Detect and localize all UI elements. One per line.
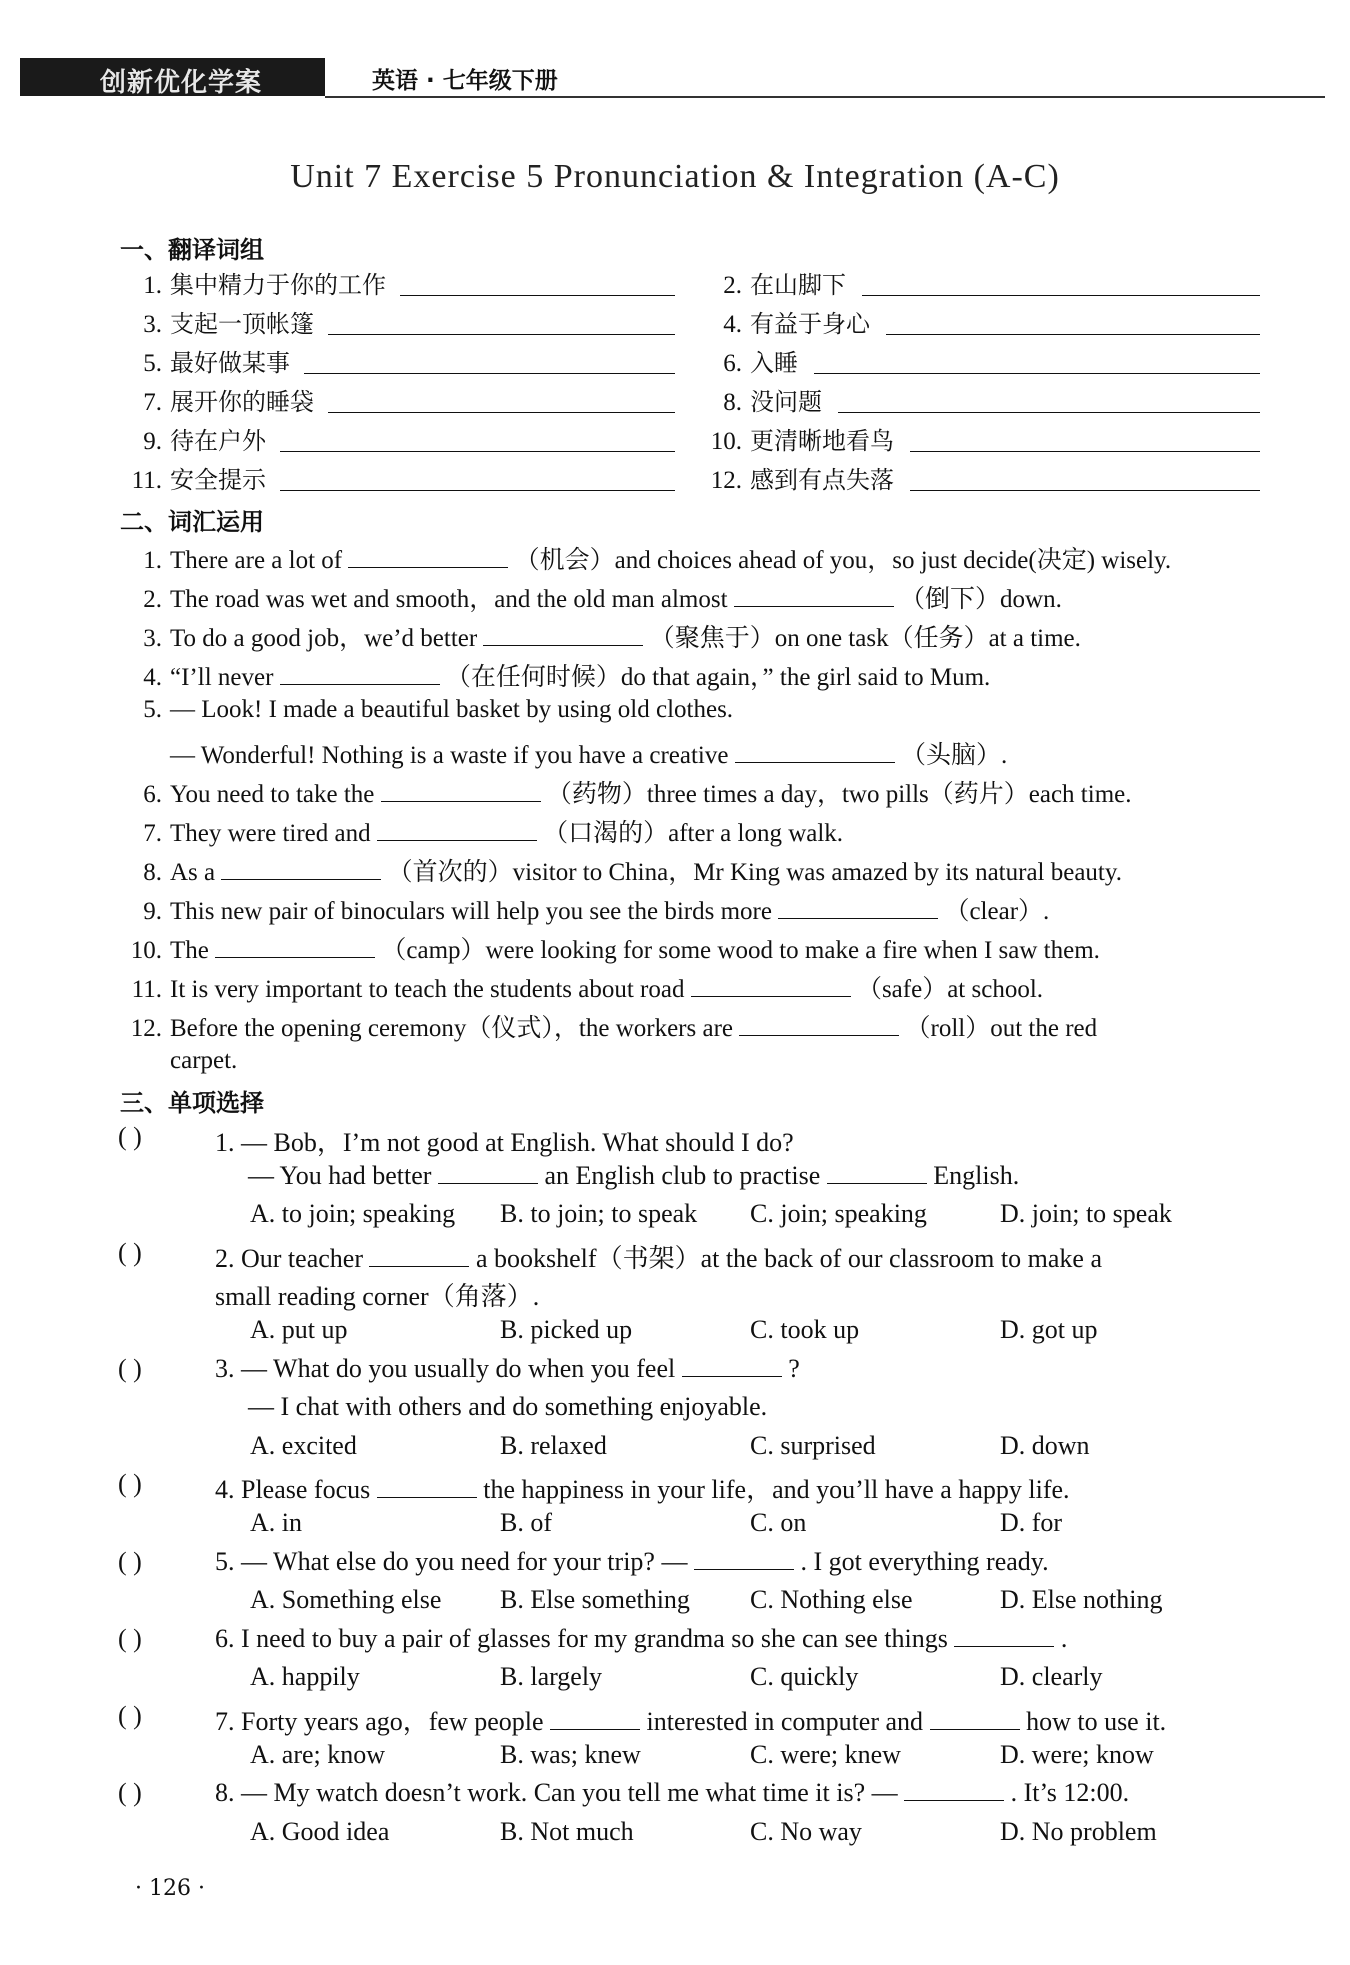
- translation-item: [700, 343, 798, 378]
- answer-bracket[interactable]: ( ): [118, 1122, 142, 1151]
- question-line: [215, 1354, 800, 1384]
- answer-blank[interactable]: [377, 818, 537, 841]
- answer-line[interactable]: [910, 451, 1260, 452]
- item-text: 入睡: [750, 349, 798, 377]
- translation-item: [120, 343, 290, 378]
- option-d[interactable]: D. were; know: [1000, 1739, 1154, 1769]
- question-text: 2. Our teacher: [215, 1243, 363, 1273]
- translation-item: [120, 382, 314, 417]
- item-number: 3.: [143, 311, 162, 338]
- question-text: . I got everything ready.: [800, 1546, 1049, 1576]
- item-text: Before the opening ceremony（仪式），the workers are: [170, 1015, 734, 1042]
- item-number: 10.: [710, 428, 742, 455]
- question-text: 6. I need to buy a pair of glasses for my grandma so she can see things: [215, 1623, 948, 1653]
- item-hint: （camp）were looking for some wood to make a fire when I saw them.: [381, 937, 1100, 964]
- option-d[interactable]: D. for: [1000, 1508, 1063, 1537]
- item-text: As a: [170, 859, 216, 886]
- question-text: 1. — Bob，I’m not good at English. What should I do?: [215, 1128, 794, 1157]
- item-number: 6.: [723, 350, 742, 377]
- option-c[interactable]: C. Nothing else: [750, 1585, 913, 1615]
- option-b[interactable]: B. Not much: [500, 1816, 634, 1846]
- answer-blank[interactable]: [438, 1161, 538, 1184]
- option-d[interactable]: D. join; to speak: [1000, 1199, 1172, 1229]
- question-text: 5. — What else do you need for your trip? —: [215, 1546, 688, 1576]
- item-number: 2.: [143, 586, 162, 613]
- answer-bracket[interactable]: ( ): [118, 1237, 142, 1267]
- question-line: [248, 1161, 1019, 1191]
- item-text: 集中精力于你的工作: [170, 271, 386, 299]
- translation-item: [120, 265, 386, 300]
- question-text: how to use it.: [1026, 1707, 1167, 1736]
- item-text: This new pair of binoculars will help you see the birds more: [170, 898, 772, 925]
- answer-bracket[interactable]: ( ): [118, 1469, 142, 1499]
- item-number: 10.: [130, 937, 162, 964]
- item-hint: （倒下）down.: [900, 586, 1062, 613]
- question-line: [215, 1778, 1129, 1808]
- answer-line[interactable]: [862, 295, 1260, 296]
- answer-blank[interactable]: [691, 974, 851, 997]
- answer-line[interactable]: [304, 373, 675, 374]
- question-line: [215, 1276, 539, 1313]
- question-text: .: [1060, 1623, 1068, 1653]
- answer-line[interactable]: [910, 490, 1260, 491]
- question-line: [215, 1238, 1102, 1275]
- answer-blank[interactable]: [369, 1244, 469, 1267]
- translation-item: [120, 421, 266, 456]
- item-hint: （roll）out the red: [905, 1015, 1098, 1042]
- item-text: 待在户外: [170, 427, 266, 455]
- question-line: [215, 1624, 1067, 1654]
- item-text: 有益于身心: [750, 310, 870, 338]
- vocab-item: [120, 1047, 237, 1075]
- answer-bracket[interactable]: ( ): [118, 1778, 142, 1808]
- option-a[interactable]: A. to join; speaking: [250, 1199, 456, 1229]
- question-text: 8. — My watch doesn’t work. Can you tell me what time it is? —: [215, 1778, 898, 1808]
- question-text: small reading corner（角落）.: [215, 1282, 540, 1312]
- answer-blank[interactable]: [739, 1013, 899, 1036]
- answer-blank[interactable]: [381, 779, 541, 802]
- item-text: 最好做某事: [170, 349, 290, 377]
- page-number: · 126 ·: [135, 1876, 205, 1901]
- answer-blank[interactable]: [348, 545, 508, 568]
- answer-blank[interactable]: [377, 1475, 477, 1498]
- question-text: — You had better: [248, 1160, 432, 1190]
- translation-item: [120, 460, 266, 495]
- option-b[interactable]: B. was; knew: [500, 1739, 641, 1769]
- question-text: an English club to practise: [544, 1160, 821, 1190]
- vocab-item: [120, 813, 843, 849]
- vocab-item: [120, 774, 1131, 810]
- question-text: English.: [933, 1160, 1020, 1190]
- question-line: [215, 1469, 1070, 1506]
- option-b[interactable]: B. largely: [500, 1662, 603, 1692]
- answer-blank[interactable]: [280, 662, 440, 685]
- answer-blank[interactable]: [215, 935, 375, 958]
- item-text: The road was wet and smooth，and the old man almost: [170, 586, 728, 613]
- item-text: carpet.: [170, 1047, 238, 1074]
- option-c[interactable]: C. on: [750, 1508, 807, 1537]
- answer-blank[interactable]: [954, 1624, 1054, 1647]
- question-line: [215, 1547, 1049, 1577]
- option-c[interactable]: C. join; speaking: [750, 1199, 927, 1229]
- option-d[interactable]: D. got up: [1000, 1315, 1098, 1344]
- option-c[interactable]: C. took up: [750, 1315, 860, 1344]
- vocab-item: [120, 696, 733, 724]
- vocab-item: [120, 540, 1171, 576]
- answer-line[interactable]: [280, 451, 675, 452]
- answer-blank[interactable]: [694, 1547, 794, 1570]
- option-b[interactable]: B. relaxed: [500, 1430, 607, 1460]
- translation-item: [700, 421, 894, 456]
- option-c[interactable]: C. No way: [750, 1816, 862, 1846]
- item-text: There are a lot of: [170, 547, 343, 574]
- item-text: To do a good job，we’d better: [170, 625, 478, 652]
- item-number: 7.: [143, 389, 162, 416]
- translation-item: [700, 382, 822, 417]
- answer-line[interactable]: [400, 295, 675, 296]
- question-text: interested in computer and: [646, 1707, 924, 1736]
- item-hint: （药物）three times a day，two pills（药片）each time.: [546, 781, 1132, 808]
- question-text: 3. — What do you usually do when you feel: [215, 1353, 676, 1383]
- item-hint: （头脑）.: [900, 742, 1008, 769]
- option-d[interactable]: D. clearly: [1000, 1662, 1103, 1692]
- item-number: 1.: [143, 272, 162, 299]
- translation-item: [700, 304, 870, 339]
- section-1-heading: 一、翻译词组: [120, 236, 264, 264]
- answer-line[interactable]: [328, 412, 675, 413]
- vocab-item: [120, 969, 1043, 1005]
- item-text: 安全提示: [170, 466, 266, 494]
- item-hint: （clear）.: [944, 898, 1050, 925]
- question-line: [215, 1122, 794, 1159]
- answer-line[interactable]: [814, 373, 1260, 374]
- option-b[interactable]: B. to join; to speak: [500, 1199, 698, 1229]
- item-hint: （机会）and choices ahead of you，so just decide(决定) wisely.: [514, 547, 1172, 574]
- option-d[interactable]: D. down: [1000, 1430, 1090, 1460]
- option-d[interactable]: D. Else nothing: [1000, 1585, 1163, 1615]
- option-c[interactable]: C. quickly: [750, 1662, 859, 1692]
- option-a[interactable]: A. put up: [250, 1315, 348, 1344]
- item-hint: （safe）at school.: [856, 976, 1044, 1003]
- translation-item: [700, 265, 846, 300]
- question-text: 7. Forty years ago，few people: [215, 1707, 544, 1736]
- question-text: . It’s 12:00.: [1010, 1778, 1130, 1808]
- vocab-item: [120, 891, 1049, 927]
- answer-blank[interactable]: [734, 584, 894, 607]
- item-number: 4.: [723, 311, 742, 338]
- answer-blank[interactable]: [221, 857, 381, 880]
- vocab-item: [120, 1008, 1097, 1044]
- option-b[interactable]: B. picked up: [500, 1315, 633, 1344]
- item-text: 更清晰地看鸟: [750, 427, 894, 455]
- vocab-item: [120, 657, 990, 693]
- option-c[interactable]: C. were; knew: [750, 1739, 901, 1769]
- item-number: 2.: [723, 272, 742, 299]
- option-a[interactable]: A. happily: [250, 1662, 360, 1692]
- option-a[interactable]: A. are; know: [250, 1739, 386, 1769]
- item-text: — Wonderful! Nothing is a waste if you have a creative: [170, 742, 729, 769]
- answer-bracket[interactable]: ( ): [118, 1701, 142, 1730]
- item-number: 3.: [143, 625, 162, 652]
- translation-item: [700, 460, 894, 495]
- page-title: Unit 7 Exercise 5 Pronunciation & Integration (A-C): [290, 158, 1060, 195]
- item-text: 展开你的睡袋: [170, 388, 314, 416]
- vocab-item: [120, 618, 1081, 654]
- item-number: 8.: [143, 859, 162, 886]
- item-number: 4.: [143, 664, 162, 691]
- header-brand: 创新优化学案: [100, 68, 263, 98]
- answer-blank[interactable]: [483, 623, 643, 646]
- answer-blank[interactable]: [682, 1354, 782, 1377]
- header-rule: [325, 96, 1325, 98]
- answer-line[interactable]: [280, 490, 675, 491]
- item-number: 6.: [143, 781, 162, 808]
- item-text: You need to take the: [170, 781, 375, 808]
- answer-blank[interactable]: [904, 1778, 1004, 1801]
- item-number: 1.: [143, 547, 162, 574]
- answer-blank[interactable]: [735, 740, 895, 763]
- question-text: 4. Please focus: [215, 1475, 371, 1505]
- item-number: 7.: [143, 820, 162, 847]
- translation-item: [120, 304, 314, 339]
- answer-line[interactable]: [838, 412, 1260, 413]
- question-line: [248, 1392, 767, 1422]
- option-a[interactable]: A. excited: [250, 1430, 357, 1460]
- vocab-item: [120, 579, 1062, 615]
- item-text: 在山脚下: [750, 271, 846, 299]
- item-text: “I’ll never: [170, 664, 274, 691]
- answer-bracket[interactable]: ( ): [118, 1353, 142, 1383]
- answer-blank[interactable]: [827, 1161, 927, 1184]
- item-hint: （口渴的）after a long walk.: [543, 820, 844, 847]
- item-hint: （聚焦于）on one task（任务）at a time.: [649, 625, 1081, 652]
- item-text: — Look! I made a beautiful basket by using old clothes.: [170, 696, 734, 723]
- answer-bracket[interactable]: ( ): [118, 1623, 142, 1653]
- question-text: the happiness in your life，and you’ll have a happy life.: [483, 1475, 1070, 1505]
- question-text: — I chat with others and do something enjoyable.: [248, 1392, 768, 1422]
- answer-blank[interactable]: [778, 896, 938, 919]
- vocab-item: [120, 852, 1122, 888]
- option-c[interactable]: C. surprised: [750, 1430, 876, 1460]
- option-d[interactable]: D. No problem: [1000, 1816, 1157, 1846]
- item-number: 8.: [723, 389, 742, 416]
- option-a[interactable]: A. in: [250, 1508, 302, 1537]
- option-a[interactable]: A. Something else: [250, 1585, 442, 1615]
- item-text: The: [170, 937, 209, 964]
- option-b[interactable]: B. Else something: [500, 1585, 690, 1615]
- item-number: 12.: [130, 1015, 162, 1042]
- question-text: a bookshelf（书架）at the back of our classroom to make a: [475, 1243, 1102, 1273]
- answer-line[interactable]: [328, 334, 675, 335]
- item-text: 支起一顶帐篷: [170, 310, 314, 338]
- answer-blank[interactable]: [930, 1707, 1020, 1730]
- item-text: It is very important to teach the students about road: [170, 976, 685, 1003]
- answer-blank[interactable]: [550, 1707, 640, 1730]
- header-subject: 英语 · 七年级下册: [372, 68, 558, 94]
- vocab-item: [120, 735, 1007, 771]
- item-number: 9.: [143, 898, 162, 925]
- vocab-item: [120, 930, 1100, 966]
- item-number: 5.: [143, 350, 162, 377]
- item-number: 11.: [131, 976, 162, 1003]
- item-hint: （在任何时候）do that again，” the girl said to Mum.: [445, 664, 991, 691]
- item-number: 5.: [143, 696, 162, 723]
- answer-line[interactable]: [886, 334, 1260, 335]
- section-3-heading: 三、单项选择: [120, 1089, 264, 1117]
- question-line: [215, 1701, 1166, 1738]
- item-number: 11.: [131, 467, 162, 494]
- section-2-heading: 二、词汇运用: [120, 508, 264, 536]
- item-number: 12.: [710, 467, 742, 494]
- question-text: ?: [788, 1353, 800, 1383]
- item-text: 没问题: [750, 388, 822, 416]
- item-number: 9.: [143, 428, 162, 455]
- item-text: 感到有点失落: [750, 466, 894, 494]
- option-b[interactable]: B. of: [500, 1508, 552, 1537]
- item-hint: （首次的）visitor to China，Mr King was amazed by its natural beauty.: [387, 859, 1123, 886]
- answer-bracket[interactable]: ( ): [118, 1546, 142, 1576]
- option-a[interactable]: A. Good idea: [250, 1816, 390, 1846]
- item-text: They were tired and: [170, 820, 371, 847]
